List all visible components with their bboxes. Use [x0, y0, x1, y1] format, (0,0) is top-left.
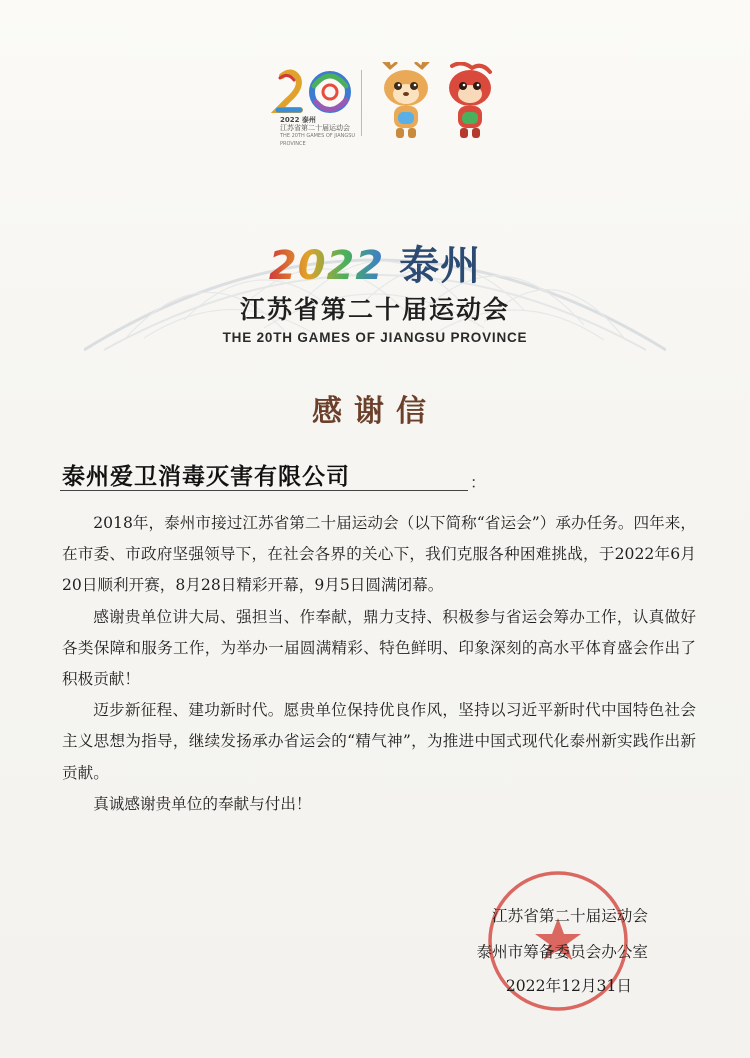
games-logo [268, 66, 368, 147]
signature-office: 泰州市筹备委员会办公室 [476, 943, 648, 961]
games-title-en: THE 20TH GAMES OF JIANGSU PROVINCE [222, 330, 528, 345]
title-city: 泰州 [399, 243, 482, 289]
paragraph: 2018年，泰州市接过江苏省第二十届运动会（以下简称“省运会”）承办任务。四年来，在市委、市政府坚强领导下，在社会各界的关心下，我们克服各种困难挑战，于2022年6月20日顺利开赛，8月28日精彩开幕，9月5日圆满闭幕。 [62, 514, 696, 595]
paragraph: 感谢贵单位讲大局、强担当、作奉献，鼎力支持、积极参与省运会筹办工作，认真做好各类保障和服务工作，为举办一届圆满精彩、特色鲜明、印象深刻的高水平体育盛会作出了积极贡献！ [62, 607, 696, 689]
logo-divider [361, 70, 362, 136]
mascots-icon [374, 62, 504, 142]
signature-org: 江苏省第二十届运动会 [492, 907, 648, 925]
logo-caption-en: THE 20TH GAMES OF JIANGSU PROVINCE [280, 133, 356, 147]
recipient-name: 泰州爱卫消毒灭害有限公司 [62, 463, 350, 490]
letter-body [62, 508, 696, 820]
games-title-cn: 江苏省第二十届运动会 [239, 295, 510, 324]
games-20-emblem-icon [268, 66, 368, 122]
games-title-year [0, 234, 750, 291]
letter-heading: 感谢信 [312, 394, 438, 429]
paragraph: 迈步新征程、建功新时代。愿贵单位保持优良作风，坚持以习近平新时代中国特色社会主义思想为指导，继续发扬承办省运会的“精气神”，为推进中国式现代化泰州新实践作出新贡献。 [62, 701, 696, 782]
paragraph: 真诚感谢贵单位的奉献与付出！ [93, 794, 312, 813]
signature-date: 2022年12月31日 [505, 977, 632, 995]
recipient-suffix: ： [470, 473, 487, 492]
logo-mark-text: 2022 泰州 [280, 116, 316, 124]
title-year-number: 2022 [268, 243, 385, 289]
recipient-underline [60, 490, 468, 491]
logo-caption-cn: 江苏省第二十届运动会 [280, 124, 350, 132]
